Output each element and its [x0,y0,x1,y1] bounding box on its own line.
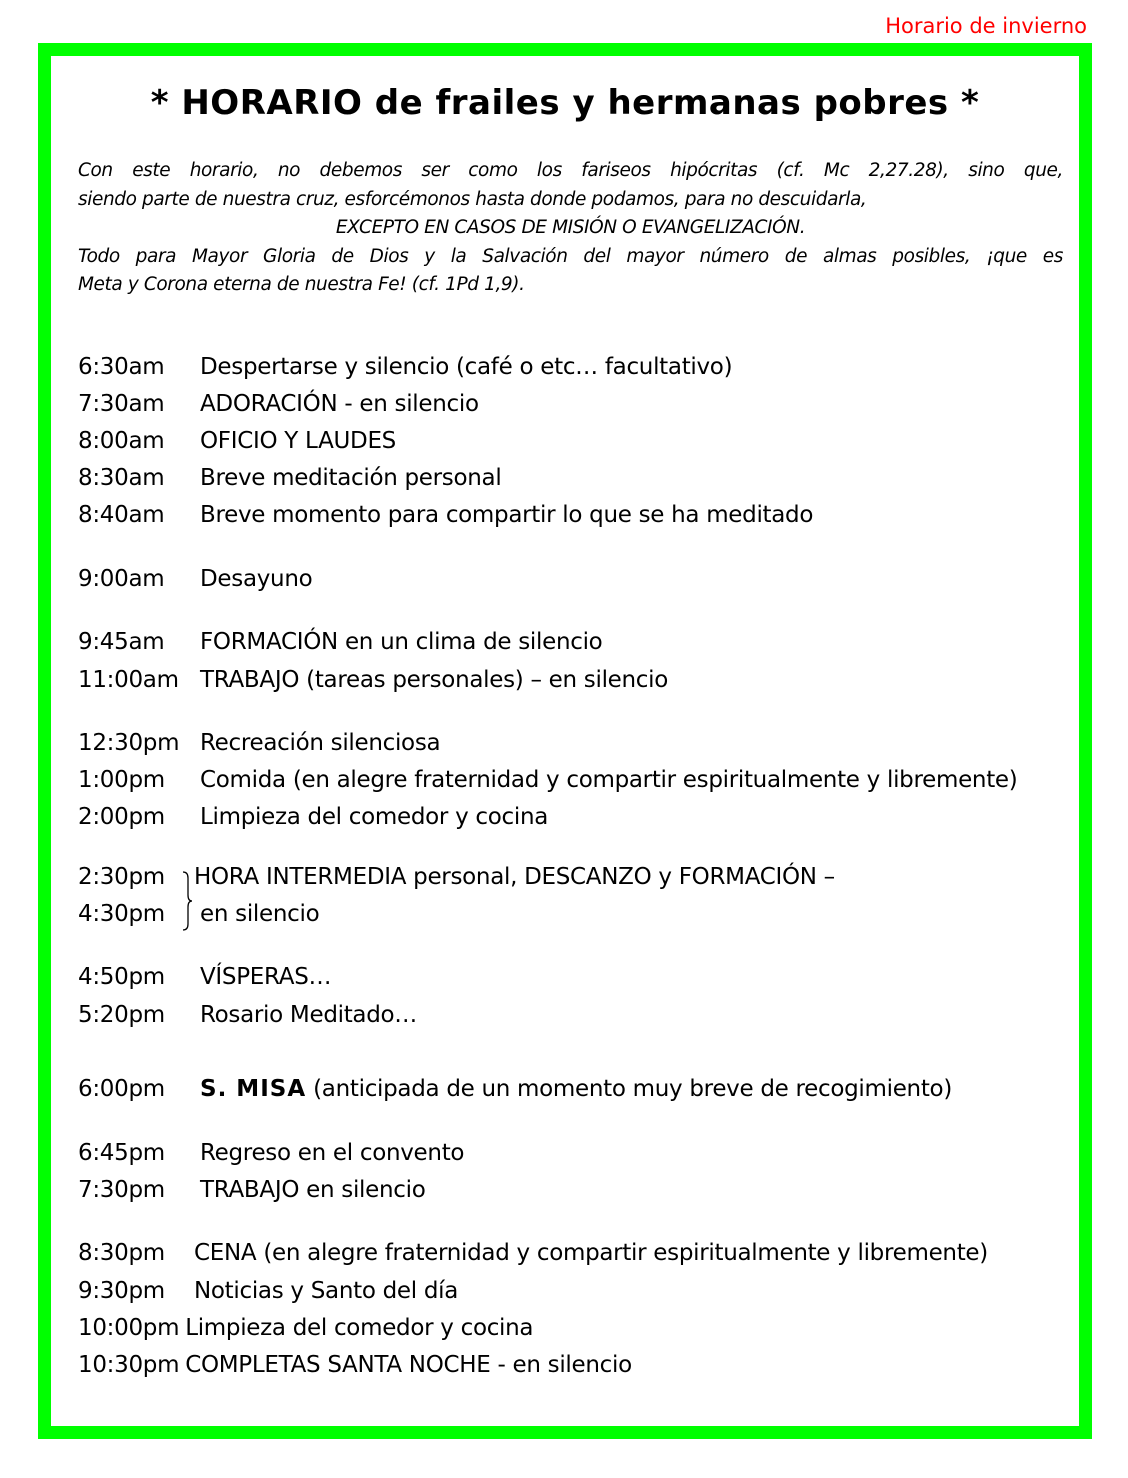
schedule-time: 8:00am [78,428,165,454]
intro-line: Con este horario, no debemos ser como los fariseos hipócritas (cf. Mc 2,27.28), sino que, [78,160,1063,181]
schedule-activity: Comida (en alegre fraternidad y compartir espiritualmente y libremente) [200,767,1018,793]
schedule-row [78,1278,458,1304]
page-title: * HORARIO de frailes y hermanas pobres * [150,83,980,123]
schedule-activity: OFICIO Y LAUDES [200,428,396,454]
intro-line: Todo para Mayor Gloria de Dios y la Salvación del mayor número de almas posibles, ¡que es [78,245,1063,267]
schedule-time: 6:00pm [78,1076,165,1102]
schedule-row [78,629,602,655]
schedule-row [78,667,668,693]
schedule-time: 4:50pm [78,964,165,990]
schedule-row [78,730,440,756]
schedule-time: 9:45am [78,629,165,655]
schedule-time: 6:30am [78,354,165,380]
schedule-activity: VÍSPERAS… [200,964,332,990]
schedule-row [78,964,331,990]
intro-line: siendo parte de nuestra cruz, esforcémonos hasta donde podamos, para no descuidarla, [78,188,867,210]
schedule-time: 10:30pm [78,1352,180,1378]
intro-line: Meta y Corona eterna de nuestra Fe! (cf. 1Pd 1,9). [78,274,525,295]
schedule-activity: en silencio [200,901,320,927]
schedule-activity: Limpieza del comedor y cocina [185,1315,534,1341]
schedule-time: 8:40am [78,502,165,528]
intro-paragraph [78,157,1063,300]
schedule-activity: Rosario Meditado… [200,1002,417,1028]
schedule-row [78,391,479,417]
schedule-row [78,502,813,528]
schedule-time: 10:00pm [78,1315,180,1341]
schedule-activity: Breve meditación personal [200,465,502,491]
schedule-row [78,1315,533,1341]
intro-exception-line: EXCEPTO EN CASOS DE MISIÓN O EVANGELIZACIÓN. [335,217,806,238]
season-label: Horario de invierno [885,14,1087,38]
schedule-time: 2:30pm [78,864,165,890]
schedule-activity: Recreación silenciosa [200,730,441,756]
schedule-row [78,767,1017,793]
schedule-frame [38,43,1092,1439]
schedule-activity: (anticipada de un momento muy breve de recogimiento) [306,1076,952,1102]
schedule-row [78,465,501,491]
schedule-row [78,1140,464,1166]
schedule-time: 5:20pm [78,1002,165,1028]
schedule-row [78,1002,417,1028]
schedule-time: 4:30pm [78,901,165,927]
schedule-time: 8:30pm [78,1240,165,1266]
schedule-row [78,566,312,592]
right-brace-icon [181,870,193,932]
schedule-activity: COMPLETAS SANTA NOCHE - en silencio [185,1352,632,1378]
schedule-activity: Limpieza del comedor y cocina [200,804,549,830]
schedule-activity: TRABAJO (tareas personales) – en silencio [200,667,669,693]
schedule-row [78,428,396,454]
schedule-time: 9:00am [78,566,165,592]
schedule-activity: HORA INTERMEDIA personal, DESCANZO y FORMACIÓN – [194,864,835,890]
schedule-time: 2:00pm [78,804,165,830]
schedule-row [78,901,319,927]
schedule-time: 7:30pm [78,1177,165,1203]
schedule-row [78,1177,425,1203]
schedule-time: 6:45pm [78,1140,165,1166]
schedule-row [78,1240,988,1266]
schedule-activity-bold: S. MISA [200,1076,307,1102]
schedule-row [78,354,732,380]
schedule-activity: Regreso en el convento [200,1140,465,1166]
schedule-row [78,1352,632,1378]
schedule-time: 11:00am [78,667,179,693]
schedule-activity: ADORACIÓN - en silencio [200,391,479,417]
schedule-activity: FORMACIÓN en un clima de silencio [200,629,603,655]
schedule-activity: CENA (en alegre fraternidad y compartir espiritualmente y libremente) [194,1240,988,1266]
schedule-time: 8:30am [78,465,165,491]
schedule-activity: TRABAJO en silencio [200,1177,426,1203]
schedule-time: 7:30am [78,391,165,417]
schedule-activity: Noticias y Santo del día [194,1278,459,1304]
schedule-time: 9:30pm [78,1278,165,1304]
schedule-row [78,804,548,830]
schedule-time: 1:00pm [78,767,165,793]
schedule-activity: Desayuno [200,566,313,592]
schedule-row [78,1076,952,1102]
schedule-activity: Breve momento para compartir lo que se ha meditado [200,502,814,528]
schedule-activity: Despertarse y silencio (café o etc… facultativo) [200,354,733,380]
schedule-time: 12:30pm [78,730,180,756]
